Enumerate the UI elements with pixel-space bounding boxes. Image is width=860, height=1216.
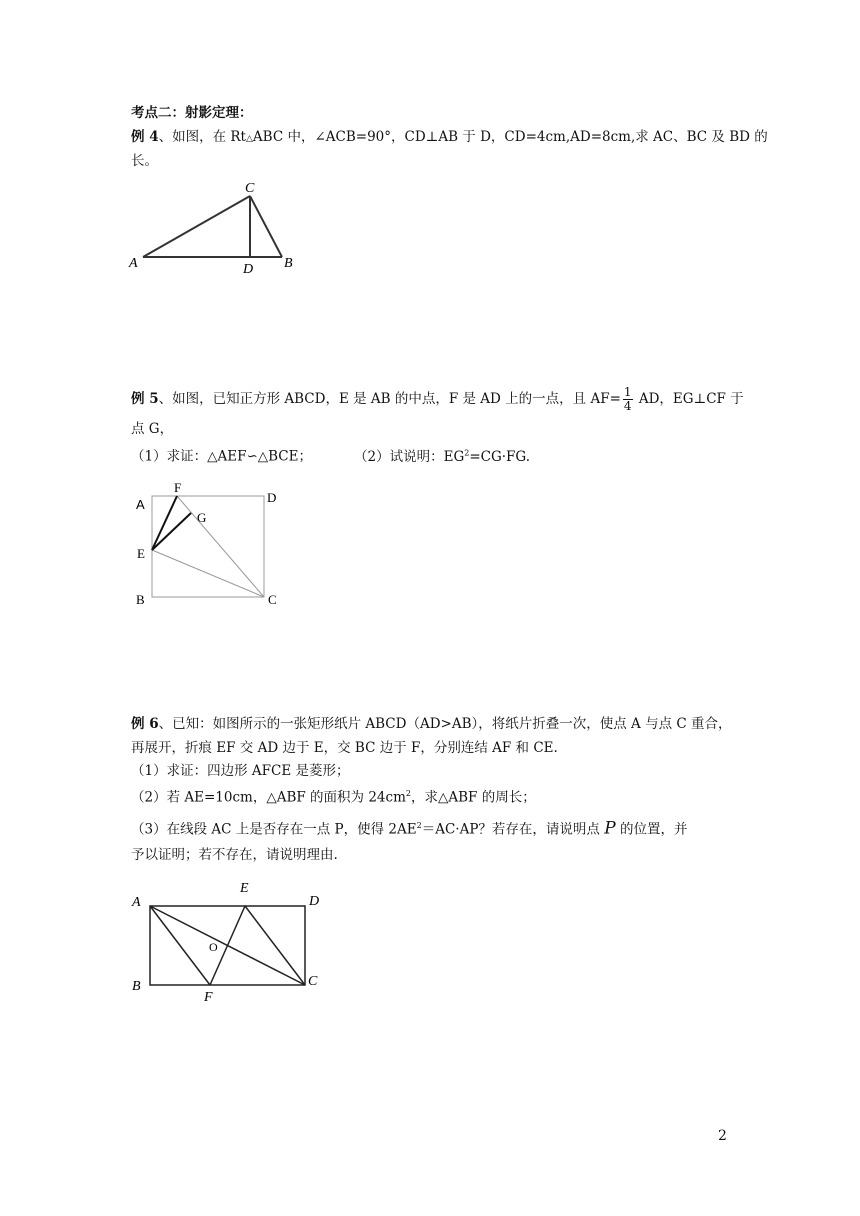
ex5-q2-part-a: （2）试说明：EG [354, 448, 465, 465]
ex6-paragraph-line1 [131, 715, 732, 733]
ex6-text1: 、已知：如图所示的一张矩形纸片 ABCD（AD>AB），将纸片折叠一次，使点 A 与点 C 重合， [158, 716, 732, 732]
side-ac [143, 196, 250, 257]
label-d: D [267, 490, 277, 505]
ex6-q2-superscript: 2 [405, 789, 411, 798]
ex6-q3-point-p: P [604, 818, 616, 839]
ex5-q2-part-b: =CG·FG. [469, 448, 531, 465]
segment-ec [245, 906, 305, 985]
ex6-q3-superscript: 2 [416, 821, 422, 830]
label-e: E [240, 881, 249, 896]
square-abcd [152, 496, 264, 597]
fraction-one-quarter [623, 386, 633, 413]
ex5-square-diagram [128, 478, 288, 608]
label-c: C [245, 181, 255, 196]
label-f: F [204, 990, 213, 1005]
ex4-paragraph-line1 [131, 128, 768, 148]
page-number: 2 [718, 1128, 727, 1144]
ex4-heading: 例 4 [131, 129, 159, 145]
segment-ec [152, 550, 264, 597]
ex6-q3-line2: 予以证明；若不存在，请说明理由. [131, 847, 338, 863]
side-bc [250, 196, 282, 257]
label-b: B [132, 979, 141, 994]
label-d: D [309, 894, 320, 909]
ex6-q3-part-b: ＝AC·AP？若存在，请说明点 [421, 821, 605, 838]
ex6-q2-part-a: （2）若 AE=10cm，△ABF 的面积为 24cm [131, 789, 406, 806]
segment-af [150, 906, 210, 985]
label-e: E [137, 546, 145, 561]
ex5-q1: （1）求证：△AEF∽△BCE； [131, 448, 312, 465]
section-title: 考点二：射影定理： [131, 105, 253, 121]
label-c: C [308, 974, 318, 989]
label-b: B [284, 256, 293, 271]
ex6-q3-line1 [131, 817, 687, 839]
label-b: B [136, 592, 145, 607]
label-d: D [243, 262, 254, 276]
fraction-denominator: 4 [623, 399, 632, 413]
label-f: F [174, 480, 182, 495]
ex6-q2-part-b: ，求△ABF 的周长； [410, 789, 536, 806]
ex4-text3: 长。 [131, 153, 158, 169]
ex5-text2: AD，EG⊥CF 于 [634, 391, 744, 407]
label-a: A [129, 256, 138, 271]
ex4-text2: ABC 中，∠ACB=90°，CD⊥AB 于 D，CD=4cm,AD=8cm,求 AC、BC 及 BD 的 [252, 129, 768, 145]
ex5-text1: 、如图，已知正方形 ABCD，E 是 AB 的中点，F 是 AD 上的一点，且 AF= [158, 391, 621, 407]
label-a: A [132, 895, 141, 910]
ex5-paragraph-line1 [131, 386, 744, 413]
ex6-text2: 再展开，折痕 EF 交 AD 边于 E，交 BC 边于 F，分别连结 AF 和 CE. [131, 740, 558, 756]
ex6-q2 [131, 785, 536, 807]
ex6-heading: 例 6 [131, 716, 159, 732]
segment-eg [152, 513, 191, 550]
label-o: O [209, 940, 218, 954]
segment-fc [177, 496, 264, 597]
ex5-text3: 点 G， [131, 421, 174, 437]
ex6-q1: （1）求证：四边形 AFCE 是菱形； [131, 763, 350, 779]
ex6-q3-part-c: 的位置，并 [615, 821, 688, 838]
label-a: A [136, 497, 145, 512]
ex5-q2 [354, 449, 530, 465]
segment-ef [152, 496, 177, 550]
label-c: C [268, 592, 277, 607]
ex6-rectangle-diagram [125, 876, 335, 1006]
ex5-questions [131, 444, 530, 466]
ex4-triangle-diagram [125, 176, 315, 276]
ex6-q3-part-a: （3）在线段 AC 上是否存在一点 P，使得 2AE [131, 821, 417, 838]
fraction-numerator: 1 [623, 385, 632, 399]
ex5-q2-superscript: 2 [464, 448, 470, 457]
triangle-symbol-icon: △ [245, 134, 253, 144]
ex4-text1: 、如图，在 Rt [158, 129, 246, 145]
label-g: G [197, 510, 207, 525]
ex5-heading: 例 5 [131, 391, 159, 407]
